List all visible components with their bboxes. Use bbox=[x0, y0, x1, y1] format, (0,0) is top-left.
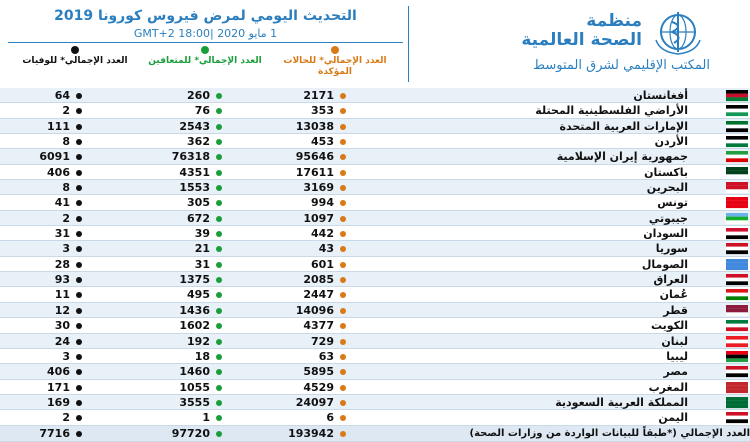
recovered-dot-icon bbox=[216, 93, 222, 99]
column-header-recovered-label: العدد الإجمالي* للمتعافين bbox=[148, 56, 262, 66]
header-rule bbox=[8, 42, 403, 43]
table-row bbox=[0, 211, 750, 226]
recovered-dot-icon bbox=[216, 400, 222, 406]
confirmed-value: 4529 bbox=[303, 380, 334, 394]
confirmed-dot-icon bbox=[340, 431, 346, 437]
table-row bbox=[0, 257, 750, 272]
recovered-value: 39 bbox=[194, 227, 210, 241]
recovered-value: 192 bbox=[187, 334, 210, 348]
deaths-dot-icon bbox=[76, 369, 82, 375]
recovered-dot-icon bbox=[216, 185, 222, 191]
deaths-dot-icon bbox=[76, 277, 82, 283]
deaths-dot-icon bbox=[76, 93, 82, 99]
country-flag-icon bbox=[726, 397, 748, 408]
deaths-dot-icon bbox=[76, 431, 82, 437]
total-confirmed-value: 193942 bbox=[288, 426, 334, 440]
confirmed-value: 14096 bbox=[295, 303, 334, 317]
deaths-dot-icon bbox=[76, 231, 82, 237]
country-flag-icon bbox=[726, 259, 748, 270]
recovered-dot-icon bbox=[216, 200, 222, 206]
recovered-value: 305 bbox=[187, 196, 210, 210]
country-flag-icon bbox=[726, 336, 748, 347]
recovered-value: 1460 bbox=[179, 365, 210, 379]
country-flag-icon bbox=[726, 151, 748, 162]
country-flag-icon bbox=[726, 243, 748, 254]
recovered-value: 4351 bbox=[179, 165, 210, 179]
confirmed-dot-icon bbox=[340, 385, 346, 391]
column-header-recovered bbox=[140, 46, 270, 67]
recovered-dot-icon bbox=[216, 170, 222, 176]
country-flag-icon bbox=[726, 412, 748, 423]
recovered-value: 76 bbox=[194, 104, 210, 118]
deaths-value: 3 bbox=[62, 349, 70, 363]
deaths-dot-icon bbox=[76, 154, 82, 160]
confirmed-dot-icon bbox=[340, 154, 346, 160]
confirmed-value: 2171 bbox=[303, 89, 334, 102]
org-name-line1: منظمة bbox=[586, 11, 642, 31]
recovered-value: 1 bbox=[202, 411, 210, 425]
country-name: الأردن bbox=[654, 135, 688, 149]
country-flag-icon bbox=[726, 213, 748, 224]
org-name-line2: الصحة العالمية bbox=[521, 30, 642, 50]
country-name: العراق bbox=[653, 273, 688, 287]
country-flag-icon bbox=[726, 289, 748, 300]
organization-block bbox=[420, 6, 750, 86]
deaths-dot-icon bbox=[76, 185, 82, 191]
table-row bbox=[0, 318, 750, 333]
column-header-confirmed-label: العدد الإجمالي* للحالات المؤكدة bbox=[283, 56, 387, 77]
deaths-value: 12 bbox=[54, 303, 70, 317]
deaths-value: 2 bbox=[62, 211, 70, 225]
recovered-dot-icon bbox=[216, 277, 222, 283]
country-flag-icon bbox=[726, 320, 748, 331]
country-name: ليبيا bbox=[666, 349, 688, 363]
recovered-value: 495 bbox=[187, 288, 210, 302]
country-flag-icon bbox=[726, 228, 748, 239]
confirmed-dot-icon bbox=[340, 246, 346, 252]
country-flag-icon bbox=[726, 382, 748, 393]
country-name: عُمان bbox=[659, 288, 688, 302]
confirmed-dot-icon bbox=[340, 108, 346, 114]
confirmed-dot-icon bbox=[340, 308, 346, 314]
confirmed-value: 43 bbox=[318, 242, 334, 256]
table-row bbox=[0, 180, 750, 195]
country-flag-icon bbox=[726, 274, 748, 285]
deaths-dot-icon bbox=[76, 108, 82, 114]
table-row bbox=[0, 226, 750, 241]
confirmed-value: 353 bbox=[311, 104, 334, 118]
country-flag-icon bbox=[726, 167, 748, 178]
confirmed-dot-icon bbox=[331, 46, 339, 54]
recovered-value: 2543 bbox=[179, 119, 210, 133]
confirmed-dot-icon bbox=[340, 354, 346, 360]
confirmed-dot-icon bbox=[340, 262, 346, 268]
table-row bbox=[0, 410, 750, 425]
recovered-value: 362 bbox=[187, 135, 210, 149]
deaths-dot-icon bbox=[76, 308, 82, 314]
recovered-value: 31 bbox=[194, 257, 210, 271]
deaths-dot-icon bbox=[76, 339, 82, 345]
deaths-value: 93 bbox=[54, 273, 70, 287]
country-name: المغرب bbox=[648, 380, 688, 394]
table-row bbox=[0, 119, 750, 134]
deaths-dot-icon bbox=[76, 415, 82, 421]
country-name: اليمن bbox=[658, 411, 688, 425]
deaths-value: 169 bbox=[47, 395, 70, 409]
confirmed-dot-icon bbox=[340, 415, 346, 421]
confirmed-value: 13038 bbox=[295, 119, 334, 133]
deaths-dot-icon bbox=[76, 216, 82, 222]
country-flag-icon bbox=[726, 305, 748, 316]
deaths-dot-icon bbox=[76, 323, 82, 329]
confirmed-value: 24097 bbox=[295, 395, 334, 409]
table-row bbox=[0, 380, 750, 395]
country-name: البحرين bbox=[646, 181, 688, 195]
deaths-value: 8 bbox=[62, 135, 70, 149]
table-row bbox=[0, 195, 750, 210]
recovered-dot-icon bbox=[216, 246, 222, 252]
country-flag-icon bbox=[726, 121, 748, 132]
deaths-value: 24 bbox=[54, 334, 70, 348]
confirmed-value: 4377 bbox=[303, 319, 334, 333]
confirmed-value: 6 bbox=[326, 411, 334, 425]
recovered-value: 1055 bbox=[179, 380, 210, 394]
deaths-value: 406 bbox=[47, 365, 70, 379]
recovered-dot-icon bbox=[216, 431, 222, 437]
recovered-dot-icon bbox=[216, 262, 222, 268]
total-deaths-value: 7716 bbox=[39, 426, 70, 440]
confirmed-dot-icon bbox=[340, 93, 346, 99]
deaths-value: 3 bbox=[62, 242, 70, 256]
recovered-dot-icon bbox=[216, 139, 222, 145]
table-row bbox=[0, 241, 750, 256]
country-flag-icon bbox=[726, 182, 748, 193]
country-name: الأراضي الفلسطينية المحتلة bbox=[535, 104, 688, 118]
deaths-dot-icon bbox=[76, 200, 82, 206]
deaths-dot-icon bbox=[76, 124, 82, 130]
deaths-dot-icon bbox=[76, 170, 82, 176]
recovered-dot-icon bbox=[216, 216, 222, 222]
recovered-value: 21 bbox=[194, 242, 210, 256]
deaths-value: 31 bbox=[54, 227, 70, 241]
column-header-deaths-label: العدد الإجمالي* للوفيات bbox=[22, 56, 128, 66]
confirmed-value: 994 bbox=[311, 196, 334, 210]
recovered-value: 672 bbox=[187, 211, 210, 225]
recovered-dot-icon bbox=[216, 369, 222, 375]
confirmed-value: 1097 bbox=[303, 211, 334, 225]
recovered-dot-icon bbox=[216, 308, 222, 314]
recovered-dot-icon bbox=[216, 154, 222, 160]
recovered-value: 260 bbox=[187, 89, 210, 102]
confirmed-dot-icon bbox=[340, 139, 346, 145]
deaths-dot-icon bbox=[76, 400, 82, 406]
deaths-value: 64 bbox=[54, 89, 70, 102]
table-row bbox=[0, 303, 750, 318]
country-flag-icon bbox=[726, 105, 748, 116]
country-flag-icon bbox=[726, 136, 748, 147]
country-flag-icon bbox=[726, 90, 748, 101]
confirmed-dot-icon bbox=[340, 339, 346, 345]
country-name: الإمارات العربية المتحدة bbox=[559, 119, 688, 133]
confirmed-value: 601 bbox=[311, 257, 334, 271]
confirmed-dot-icon bbox=[340, 124, 346, 130]
deaths-value: 30 bbox=[54, 319, 70, 333]
recovered-dot-icon bbox=[216, 415, 222, 421]
report-header bbox=[0, 0, 750, 88]
deaths-value: 6091 bbox=[39, 150, 70, 164]
confirmed-value: 729 bbox=[311, 334, 334, 348]
table-row bbox=[0, 165, 750, 180]
total-row bbox=[0, 426, 750, 442]
total-label: العدد الإجمالي (*طبقاً للبيانات الواردة من وزارات الصحة) bbox=[469, 427, 750, 439]
recovered-dot-icon bbox=[216, 354, 222, 360]
country-flag-icon bbox=[726, 366, 748, 377]
deaths-value: 171 bbox=[47, 380, 70, 394]
org-name bbox=[492, 12, 642, 50]
update-date: 1 مايو 2020 |GMT+2 18:00 bbox=[133, 27, 278, 40]
confirmed-dot-icon bbox=[340, 216, 346, 222]
country-name: السودان bbox=[643, 227, 688, 241]
recovered-value: 76318 bbox=[171, 150, 210, 164]
country-name: المملكة العربية السعودية bbox=[555, 395, 688, 409]
regional-office: المكتب الإقليمي لشرق المتوسط bbox=[533, 58, 710, 73]
column-header-deaths bbox=[10, 46, 140, 67]
table-row bbox=[0, 134, 750, 149]
recovered-value: 3555 bbox=[179, 395, 210, 409]
deaths-dot-icon bbox=[76, 246, 82, 252]
confirmed-value: 453 bbox=[311, 135, 334, 149]
deaths-dot-icon bbox=[76, 292, 82, 298]
country-name: جمهورية إيران الإسلامية bbox=[556, 150, 688, 164]
deaths-value: 28 bbox=[54, 257, 70, 271]
recovered-value: 1602 bbox=[179, 319, 210, 333]
deaths-value: 11 bbox=[54, 288, 70, 302]
recovered-dot-icon bbox=[216, 108, 222, 114]
confirmed-dot-icon bbox=[340, 277, 346, 283]
recovered-value: 1553 bbox=[179, 181, 210, 195]
confirmed-dot-icon bbox=[340, 185, 346, 191]
recovered-value: 18 bbox=[194, 349, 210, 363]
update-title: التحديث اليومي لمرض فيروس كورونا 2019 bbox=[54, 8, 357, 24]
confirmed-dot-icon bbox=[340, 231, 346, 237]
recovered-dot-icon bbox=[201, 46, 209, 54]
country-name: قطر bbox=[663, 303, 688, 317]
deaths-dot-icon bbox=[71, 46, 79, 54]
deaths-value: 8 bbox=[62, 181, 70, 195]
deaths-value: 41 bbox=[54, 196, 70, 210]
confirmed-dot-icon bbox=[340, 323, 346, 329]
table-row bbox=[0, 349, 750, 364]
table-row bbox=[0, 395, 750, 410]
confirmed-dot-icon bbox=[340, 200, 346, 206]
table-row bbox=[0, 334, 750, 349]
deaths-value: 2 bbox=[62, 104, 70, 118]
who-emblem-icon bbox=[652, 10, 704, 56]
deaths-dot-icon bbox=[76, 262, 82, 268]
table-row bbox=[0, 272, 750, 287]
country-flag-icon bbox=[726, 197, 748, 208]
confirmed-dot-icon bbox=[340, 170, 346, 176]
table-row bbox=[0, 88, 750, 103]
confirmed-dot-icon bbox=[340, 400, 346, 406]
recovered-value: 1375 bbox=[179, 273, 210, 287]
country-name: لبنان bbox=[661, 334, 688, 348]
recovered-dot-icon bbox=[216, 339, 222, 345]
country-name: تونس bbox=[657, 196, 688, 210]
deaths-dot-icon bbox=[76, 354, 82, 360]
recovered-dot-icon bbox=[216, 231, 222, 237]
confirmed-dot-icon bbox=[340, 292, 346, 298]
confirmed-value: 63 bbox=[318, 349, 334, 363]
deaths-value: 111 bbox=[47, 119, 70, 133]
cases-table bbox=[0, 88, 750, 442]
country-name: باكستان bbox=[644, 165, 688, 179]
confirmed-value: 2085 bbox=[303, 273, 334, 287]
country-name: سوريا bbox=[655, 242, 688, 256]
confirmed-value: 95646 bbox=[295, 150, 334, 164]
table-row bbox=[0, 287, 750, 302]
country-flag-icon bbox=[726, 351, 748, 362]
table-row bbox=[0, 149, 750, 164]
country-name: الصومال bbox=[641, 257, 688, 271]
recovered-dot-icon bbox=[216, 292, 222, 298]
country-name: الكويت bbox=[651, 319, 688, 333]
confirmed-value: 442 bbox=[311, 227, 334, 241]
total-recovered-value: 97720 bbox=[171, 426, 210, 440]
country-name: جيبوتي bbox=[648, 211, 688, 225]
table-row bbox=[0, 364, 750, 379]
confirmed-value: 5895 bbox=[303, 365, 334, 379]
country-name: مصر bbox=[663, 365, 688, 379]
recovered-value: 1436 bbox=[179, 303, 210, 317]
confirmed-value: 2447 bbox=[303, 288, 334, 302]
table-row bbox=[0, 103, 750, 118]
confirmed-dot-icon bbox=[340, 369, 346, 375]
deaths-dot-icon bbox=[76, 385, 82, 391]
header-divider bbox=[408, 6, 409, 82]
confirmed-value: 17611 bbox=[295, 165, 334, 179]
column-header-confirmed bbox=[270, 46, 400, 78]
deaths-value: 2 bbox=[62, 411, 70, 425]
deaths-dot-icon bbox=[76, 139, 82, 145]
country-name: أفغانستان bbox=[633, 89, 688, 102]
deaths-value: 406 bbox=[47, 165, 70, 179]
recovered-dot-icon bbox=[216, 124, 222, 130]
recovered-dot-icon bbox=[216, 385, 222, 391]
recovered-dot-icon bbox=[216, 323, 222, 329]
confirmed-value: 3169 bbox=[303, 181, 334, 195]
